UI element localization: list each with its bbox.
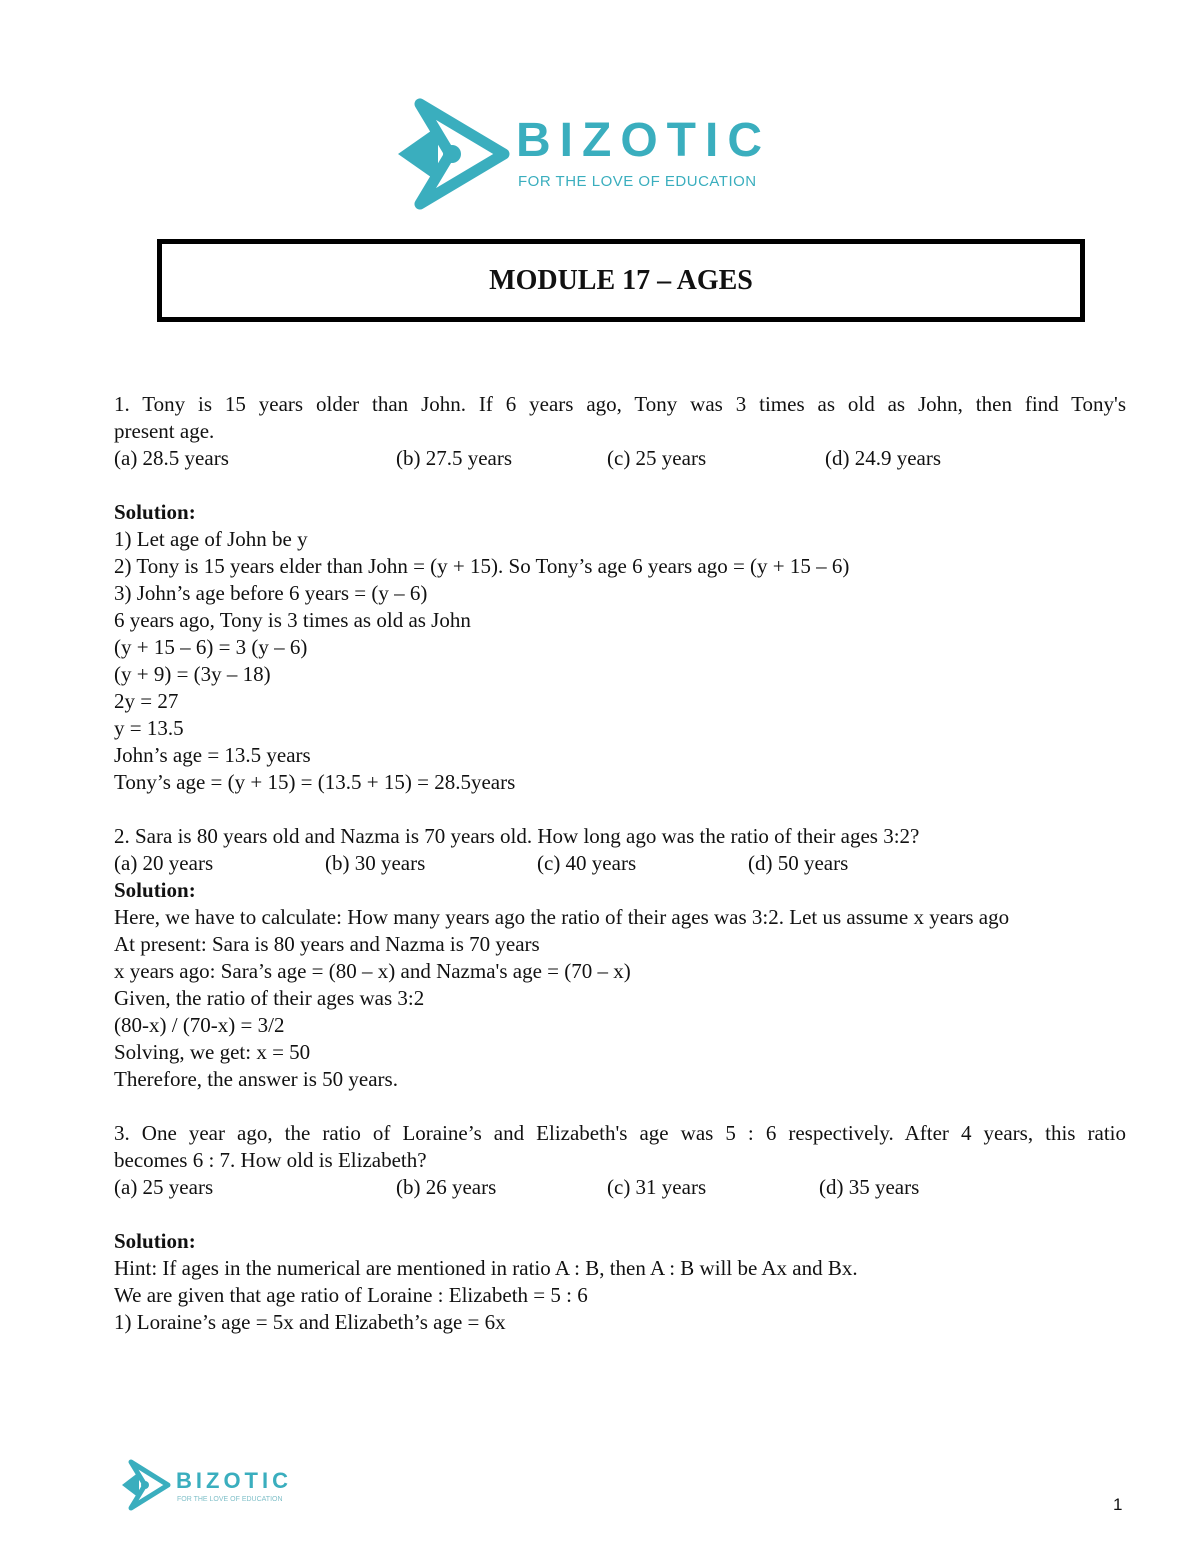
module-title: MODULE 17 – AGES [489,264,753,296]
q3-solution-line: 1) Loraine’s age = 5x and Elizabeth’s age = 6x [114,1310,506,1334]
q1-solution-line: (y + 9) = (3y – 18) [114,662,271,686]
q3-option-b: (b) 26 years [396,1175,497,1199]
bizotic-header-logo [394,96,814,212]
q2-solution-line: Therefore, the answer is 50 years. [114,1067,398,1091]
q1-solution-line: y = 13.5 [114,716,184,740]
q3-option-d: (d) 35 years [819,1175,920,1199]
q2-solution-line: x years ago: Sara’s age = (80 – x) and Nazma's age = (70 – x) [114,959,631,983]
q3-solution-label: Solution: [114,1229,196,1253]
question-1-options [114,445,1126,472]
q1-solution-line: (y + 15 – 6) = 3 (y – 6) [114,635,308,659]
q3-solution-line: We are given that age ratio of Loraine : Elizabeth = 5 : 6 [114,1283,588,1307]
module-title-box [157,239,1085,322]
question-3-text: 3. One year ago, the ratio of Loraine’s and Elizabeth's age was 5 : 6 respectively. After 4 years, this ratio [114,1121,1126,1145]
page-number: 1 [1113,1495,1123,1514]
q2-option-a: (a) 20 years [114,851,214,875]
q2-solution-line: Here, we have to calculate: How many years ago the ratio of their ages was 3:2. Let us assume x years ago [114,905,1010,929]
q1-solution-line: 6 years ago, Tony is 3 times as old as John [114,608,471,632]
q2-solution-line: (80-x) / (70-x) = 3/2 [114,1013,285,1037]
q1-solution-line: 2y = 27 [114,689,179,713]
q1-option-a: (a) 28.5 years [114,446,229,470]
q1-option-d: (d) 24.9 years [825,446,942,470]
play-arrow-logo-icon [122,1462,168,1508]
question-2-options [114,850,1126,877]
q1-solution-line: John’s age = 13.5 years [114,743,311,767]
q1-solution-line: 1) Let age of John be y [114,527,308,551]
footer-logo-tagline-text: FOR THE LOVE OF EDUCATION [177,1496,283,1503]
question-1-text: 1. Tony is 15 years older than John. If 6 years ago, Tony was 3 times as old as John, then find Tony's [114,392,1126,416]
q2-solution-line: Given, the ratio of their ages was 3:2 [114,986,425,1010]
q2-option-c: (c) 40 years [537,851,637,875]
q3-solution-line: Hint: If ages in the numerical are mentioned in ratio A : B, then A : B will be Ax and Bx. [114,1256,858,1280]
play-arrow-logo-icon [398,104,504,204]
q1-option-c: (c) 25 years [607,446,707,470]
q3-option-c: (c) 31 years [607,1175,707,1199]
question-2-text: 2. Sara is 80 years old and Nazma is 70 years old. How long ago was the ratio of their ages 3:2? [114,824,920,848]
q1-solution-line: 2) Tony is 15 years elder than John = (y + 15). So Tony’s age 6 years ago = (y + 15 – 6) [114,554,850,578]
question-1-text-cont: present age. [114,419,215,443]
q1-solution-line: Tony’s age = (y + 15) = (13.5 + 15) = 28.5years [114,770,516,794]
q2-solution-line: Solving, we get: x = 50 [114,1040,311,1064]
q2-option-b: (b) 30 years [325,851,426,875]
q2-solution-line: At present: Sara is 80 years and Nazma is 70 years [114,932,540,956]
q2-option-d: (d) 50 years [748,851,849,875]
question-3-options [114,1174,1126,1201]
footer-logo-brand-text: BIZOTIC [176,1468,292,1493]
q1-solution-line: 3) John’s age before 6 years = (y – 6) [114,581,428,605]
q2-solution-label: Solution: [114,878,196,902]
document-body [114,391,1126,1336]
q1-solution-label: Solution: [114,500,196,524]
logo-brand-text: BIZOTIC [516,114,771,167]
question-3-text-cont: becomes 6 : 7. How old is Elizabeth? [114,1148,427,1172]
q1-option-b: (b) 27.5 years [396,446,513,470]
logo-tagline-text: FOR THE LOVE OF EDUCATION [518,173,757,190]
bizotic-footer-logo [120,1458,310,1512]
q3-option-a: (a) 25 years [114,1175,214,1199]
